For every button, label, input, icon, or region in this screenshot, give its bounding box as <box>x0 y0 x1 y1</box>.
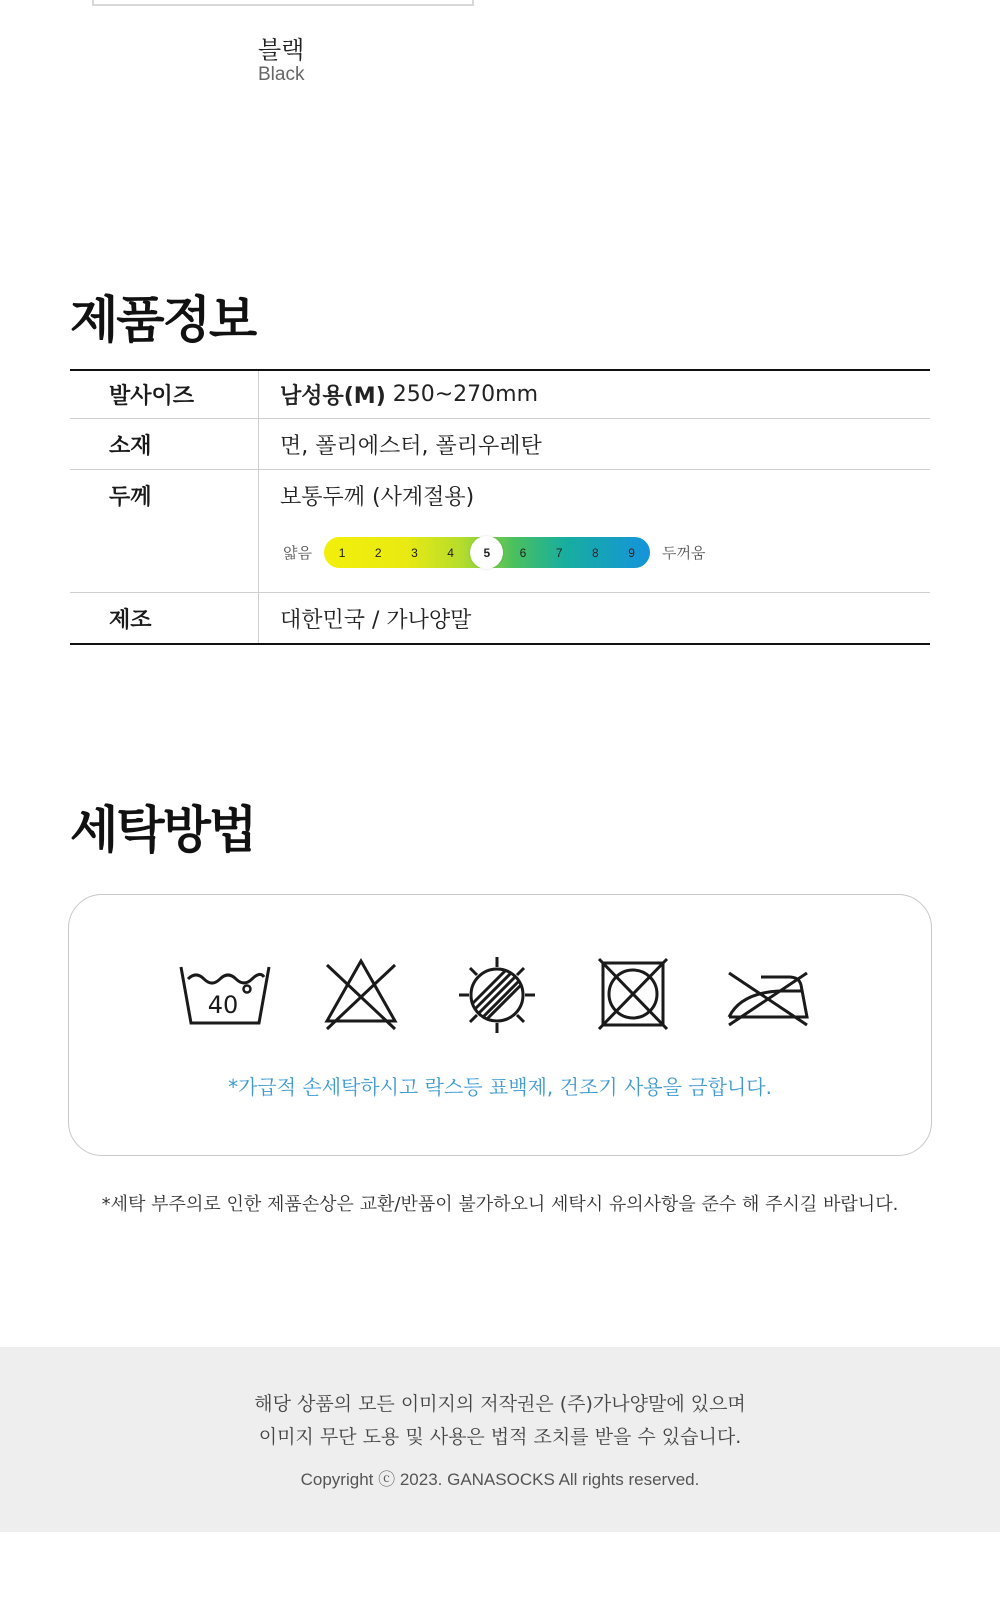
row-value <box>259 470 930 592</box>
row-value: 대한민국 / 가나양말 <box>280 607 472 633</box>
scale-level: 5 <box>483 545 491 560</box>
row-label: 소재 <box>70 419 259 469</box>
row-value: 면, 폴리에스터, 폴리우레탄 <box>280 433 542 459</box>
wash-temp-text: 40 <box>207 991 239 1019</box>
table-row-thickness <box>70 470 930 593</box>
no-iron-icon <box>721 955 817 1035</box>
table-row-manufacture <box>70 593 930 643</box>
row-label: 두께 <box>70 470 259 592</box>
scale-level: 4 <box>447 545 454 560</box>
scale-level: 1 <box>338 545 346 560</box>
footer-copyright: Copyright ⓒ 2023. GANASOCKS All rights reserved. <box>300 1470 700 1489</box>
scale-level: 8 <box>592 545 599 560</box>
thickness-scale <box>283 537 705 568</box>
size-category: 남성용(M) <box>280 384 386 409</box>
scale-level: 2 <box>374 545 382 560</box>
washing-note: *가급적 손세탁하시고 락스등 표백제, 건조기 사용을 금합니다. <box>228 1075 772 1099</box>
thickness-text: 보통두께 (사계절용) <box>280 485 475 510</box>
footer-line-2: 이미지 무단 도용 및 사용은 법적 조치를 받을 수 있습니다. <box>258 1426 742 1448</box>
thickness-gradient-bar <box>324 537 650 568</box>
wash-40-icon <box>177 955 273 1035</box>
table-row-material <box>70 419 930 470</box>
color-swatch-frame <box>92 0 474 6</box>
no-tumble-sun-dry-icon <box>449 955 545 1035</box>
copyright-footer <box>0 1347 1000 1532</box>
row-value <box>259 371 930 418</box>
footer-line-1: 해당 상품의 모든 이미지의 저작권은 (주)가나양말에 있으며 <box>254 1393 746 1415</box>
scale-max-label: 두꺼움 <box>661 544 706 562</box>
size-range: 250~270mm <box>385 382 539 407</box>
scale-level: 7 <box>555 545 563 560</box>
scale-min-label: 얇음 <box>283 544 312 562</box>
no-bleach-icon <box>313 955 409 1035</box>
table-row-foot-size <box>70 371 930 419</box>
color-name-korean: 블랙 <box>258 36 305 64</box>
row-label: 발사이즈 <box>70 371 259 418</box>
scale-level: 9 <box>628 545 635 560</box>
care-notice: *세탁 부주의로 인한 제품손상은 교환/반품이 불가하오니 세탁시 유의사항을 준수 해 주시길 바랍니다. <box>101 1194 899 1215</box>
color-name-english: Black <box>258 64 305 85</box>
row-label: 제조 <box>70 593 259 643</box>
washing-title: 세탁방법 <box>70 801 256 859</box>
scale-level: 6 <box>519 545 527 560</box>
product-info-table <box>70 369 930 645</box>
washing-icons <box>177 955 817 1035</box>
washing-instructions-box <box>68 894 932 1156</box>
scale-level: 3 <box>411 545 418 560</box>
product-info-title: 제품정보 <box>70 291 256 349</box>
no-tumble-dry-icon <box>585 955 681 1035</box>
